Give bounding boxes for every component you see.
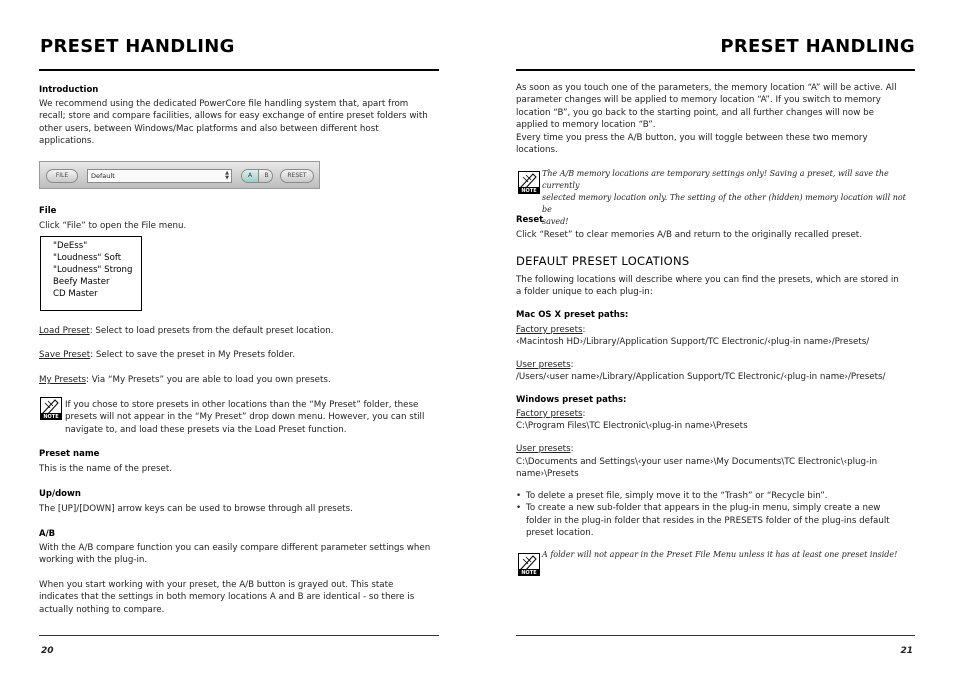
introduction-text: We recommend using the dedicated PowerCore file handling system that, apart from recall; store and compare facilities, allows for easy exchange of entire preset folders with other users, between Windows/Mac platforms and also between different host applications. xyxy=(39,99,428,147)
mac-heading: Mac OS X preset paths: xyxy=(516,310,629,320)
note-text: If you chose to store presets in other locations than the “My Preset” folder, these presets will not appear in the “My Preset” drop down menu. However, you can still navigate to, and load these presets via the Load Preset function. xyxy=(65,400,425,435)
windows-user-label: User presets: xyxy=(516,444,574,454)
a-button[interactable]: A xyxy=(242,170,258,182)
ab-text: With the A/B compare function you can easily compare different parameter settings when working with the plug-in. xyxy=(39,543,431,566)
memory-text: As soon as you touch one of the parameters, the memory location “A” will be active. All parameter changes will be applied to memory location “A”. If you switch to memory location “B”, you go back to the starting point, and all further changes will now be applied to memory location “B”. Every time you press the A/B button, you will toggle between these two memory locations. xyxy=(516,83,897,156)
right-page xyxy=(516,0,915,675)
windows-user-path: C:\Documents and Settings\‹your user name›\My Documents\TC Electronic\‹plug-in name›\Presets xyxy=(516,457,878,480)
svg-text:NOTE: NOTE xyxy=(521,570,537,576)
svg-text:NOTE: NOTE xyxy=(43,414,59,420)
introduction-heading: Introduction xyxy=(39,85,99,95)
list-item: • To delete a preset file, simply move it to the “Trash” or “Recycle bin”. xyxy=(516,491,828,501)
updown-text: The [UP]/[DOWN] arrow keys can be used to browse through all presets. xyxy=(39,504,353,514)
windows-factory-label: Factory presets: xyxy=(516,409,586,419)
file-menu-item[interactable]: CD Master xyxy=(53,289,98,300)
page-number: 21 xyxy=(900,646,913,656)
preset-name-value: Default xyxy=(91,172,115,180)
svg-text:NOTE: NOTE xyxy=(521,188,537,194)
ab-grayed-text: When you start working with your preset, the A/B button is grayed out. This state indicates that the settings in both memory locations A and B are identical - so there is actually nothing to compare. xyxy=(39,580,415,615)
updown-heading: Up/down xyxy=(39,489,81,499)
b-button[interactable]: B xyxy=(258,170,273,182)
load-preset-text: Load Preset: Select to load presets from the default preset location. xyxy=(39,326,334,336)
file-button[interactable]: FILE xyxy=(46,169,78,183)
page-number: 20 xyxy=(41,646,54,656)
left-page xyxy=(39,0,439,675)
page-title: PRESET HANDLING xyxy=(40,36,235,57)
file-heading: File xyxy=(39,206,57,216)
windows-factory-path: C:\Program Files\TC Electronic\‹plug-in name›\Presets xyxy=(516,421,748,431)
file-menu-item[interactable]: Beefy Master xyxy=(53,277,110,288)
reset-heading: Reset xyxy=(516,215,544,225)
note-icon xyxy=(40,397,62,420)
title-rule xyxy=(516,69,915,71)
file-menu-item[interactable]: "DeEss" xyxy=(53,241,88,251)
page-title: PRESET HANDLING xyxy=(720,36,915,57)
file-menu-item[interactable]: "Loudness" Strong xyxy=(53,265,133,276)
note-text: A folder will not appear in the Preset File Menu unless it has at least one preset inside! xyxy=(542,550,898,559)
windows-heading: Windows preset paths: xyxy=(516,395,627,405)
title-rule xyxy=(39,69,439,71)
up-down-arrows-icon[interactable]: ▲ ▼ xyxy=(225,170,229,181)
preset-name-text: This is the name of the preset. xyxy=(39,464,173,474)
preset-toolbar xyxy=(39,161,320,189)
preset-select[interactable] xyxy=(87,169,232,183)
note-icon xyxy=(518,553,540,576)
default-locations-text: The following locations will describe where you can find the presets, which are stored in a folder unique to each plug-in: xyxy=(516,275,899,298)
reset-button[interactable]: RESET xyxy=(280,169,314,183)
footer-rule xyxy=(516,635,915,636)
ab-toggle[interactable] xyxy=(241,169,273,183)
list-item: • To create a new sub-folder that appears in the plug-in menu, simply create a new folder in the plug-in folder that resides in the PRESETS folder of the plug-ins default preset location. xyxy=(516,503,890,539)
file-menu xyxy=(40,236,142,311)
preset-name-heading: Preset name xyxy=(39,449,100,459)
footer-rule xyxy=(39,635,439,636)
save-preset-text: Save Preset: Select to save the preset in My Presets folder. xyxy=(39,350,295,360)
reset-text: Click “Reset” to clear memories A/B and return to the originally recalled preset. xyxy=(516,230,862,240)
note-icon xyxy=(518,171,540,194)
mac-factory-label: Factory presets: xyxy=(516,325,586,335)
file-text: Click “File” to open the File menu. xyxy=(39,221,187,231)
mac-user-path: /Users/‹user name›/Library/Application Support/TC Electronic/‹plug-in name›/Presets/ xyxy=(516,372,886,382)
note-text: The A/B memory locations are temporary settings only! Saving a preset, will save the currently selected memory location only. The setting of the other (hidden) memory location will not be saved! xyxy=(542,169,906,226)
mac-user-label: User presets: xyxy=(516,360,574,370)
default-locations-heading: DEFAULT PRESET LOCATIONS xyxy=(516,254,690,268)
bullet-list xyxy=(516,490,915,540)
file-menu-item[interactable]: "Loudness" Soft xyxy=(53,253,122,264)
ab-heading: A/B xyxy=(39,529,56,539)
mac-factory-path: ‹Macintosh HD›/Library/Application Support/TC Electronic/‹plug-in name›/Presets/ xyxy=(516,337,870,347)
my-presets-text: My Presets: Via “My Presets” you are able to load you own presets. xyxy=(39,375,331,385)
